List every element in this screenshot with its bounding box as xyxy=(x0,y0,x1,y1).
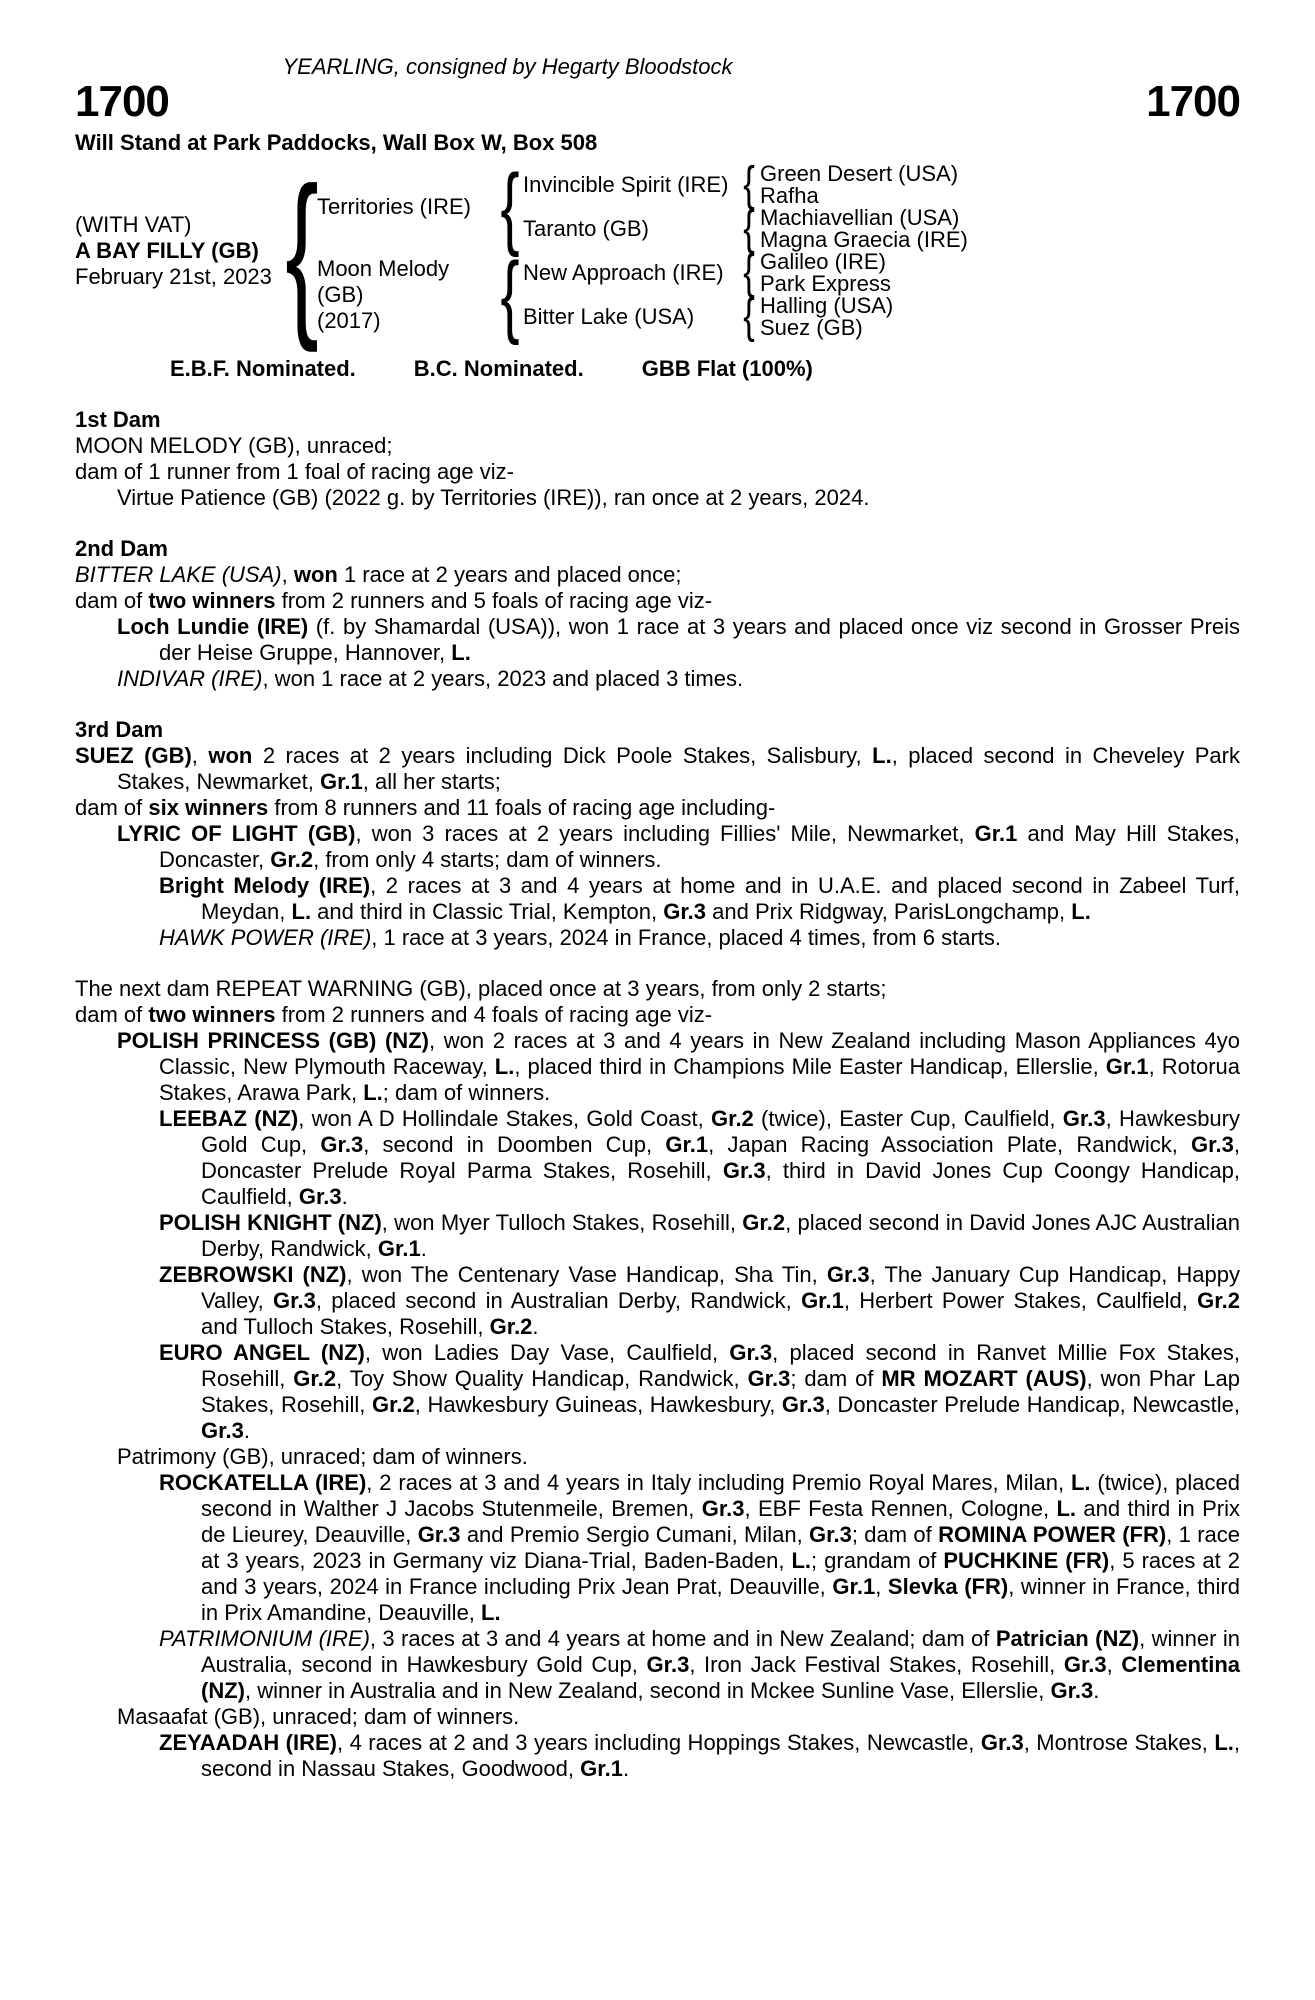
horse-entry: POLISH PRINCESS (GB) (NZ), won 2 races at 3 and 4 years in New Zealand including Mason Appliances 4yo Classic, New Plymouth Raceway, L., placed third in Champions Mile Easter Handicap, Ellerslie, Gr.1, Rotorua Stakes, Arawa Park, L.; dam of winners. xyxy=(117,1028,1240,1105)
sire-block xyxy=(317,156,968,258)
ggp-name: Park Express xyxy=(760,271,891,296)
lot-horse-name: A BAY FILLY (GB) xyxy=(75,238,259,263)
sire-name-cell xyxy=(317,194,497,220)
vat-note: (WITH VAT) xyxy=(75,212,192,237)
great-grandparents xyxy=(760,251,891,295)
dam-grandparents xyxy=(523,246,894,343)
horse-entry: Loch Lundie (IRE) (f. by Shamardal (USA)), won 1 race at 3 years and placed once viz second in Grosser Preis der Heise Gruppe, Hannover, L. xyxy=(117,614,1240,665)
gbb-nomination: GBB Flat (100%) xyxy=(641,356,813,381)
first-dam xyxy=(75,407,1240,511)
sire-brace: { xyxy=(500,156,520,258)
horse-entry: ZEYAADAH (IRE), 4 races at 2 and 3 years including Hoppings Stakes, Newcastle, Gr.3, Montrose Stakes, L., second in Nassau Stakes, Goodwood, Gr.1. xyxy=(159,1730,1240,1781)
horse-entry: Virtue Patience (GB) (2022 g. by Territories (IRE)), ran once at 2 years, 2024. xyxy=(117,485,870,510)
ggp-name: Magna Graecia (IRE) xyxy=(760,227,968,252)
horse-entry: Masaafat (GB), unraced; dam of winners. xyxy=(117,1704,520,1729)
further-family xyxy=(75,976,1240,1782)
dam-produce-summary: dam of six winners from 8 runners and 11 foals of racing age including- xyxy=(75,795,776,820)
sire-grandparents xyxy=(523,158,968,255)
lot-number-right: 1700 xyxy=(1146,77,1240,126)
ggp-name: Suez (GB) xyxy=(760,315,863,340)
horse-entry: INDIVAR (IRE), won 1 race at 2 years, 2023 and placed 3 times. xyxy=(117,666,744,691)
pedigree-parents xyxy=(317,156,968,346)
ggp-name: Rafha xyxy=(760,183,819,208)
great-grandparents xyxy=(760,163,958,207)
consignor-line: YEARLING, consigned by Hegarty Bloodstock xyxy=(282,54,733,79)
next-dam-entry: The next dam REPEAT WARNING (GB), placed once at 3 years, from only 2 starts; xyxy=(75,976,887,1001)
dam-extra: (2017) xyxy=(317,308,381,333)
pedigree-main-brace: { xyxy=(285,149,319,353)
grandsire-block xyxy=(523,158,968,211)
section-heading: 3rd Dam xyxy=(75,717,164,742)
horse-entry: HAWK POWER (IRE), 1 race at 3 years, 2024 in France, placed 4 times, from 6 starts. xyxy=(159,925,1001,950)
dam-entry: SUEZ (GB), won 2 races at 2 years including Dick Poole Stakes, Salisbury, L., placed second in Cheveley Park Stakes, Newmarket, Gr.1, all her starts; xyxy=(75,743,1240,794)
dam-produce-summary: dam of two winners from 2 runners and 5 foals of racing age viz- xyxy=(75,588,713,613)
stand-location: Will Stand at Park Paddocks, Wall Box W, Box 508 xyxy=(75,130,598,155)
grandsire-brace: { xyxy=(743,246,755,299)
horse-entry: LEEBAZ (NZ), won A D Hollindale Stakes, Gold Coast, Gr.2 (twice), Easter Cup, Caulfield, Gr.3, Hawkesbury Gold Cup, Gr.3, second in Doomben Cup, Gr.1, Japan Racing Association Plate, Randwick, Gr.3, Doncaster Prelude Royal Parma Stakes, Rosehill, Gr.3, third in David Jones Cup Coongy Handicap, Caulfield, Gr.3. xyxy=(159,1106,1240,1209)
dam-block xyxy=(317,244,968,346)
third-dam xyxy=(75,717,1240,951)
lot-row xyxy=(75,77,1240,126)
horse-entry: Bright Melody (IRE), 2 races at 3 and 4 years at home and in U.A.E. and placed second in Zabeel Turf, Meydan, L. and third in Classic Trial, Kempton, Gr.3 and Prix Ridgway, ParisLongchamp, L. xyxy=(159,873,1240,924)
great-grandparents xyxy=(760,295,893,339)
horse-entry: POLISH KNIGHT (NZ), won Myer Tulloch Stakes, Rosehill, Gr.2, placed second in David Jones AJC Australian Derby, Randwick, Gr.1. xyxy=(159,1210,1240,1261)
section-heading: 2nd Dam xyxy=(75,536,168,561)
horse-entry: EURO ANGEL (NZ), won Ladies Day Vase, Caulfield, Gr.3, placed second in Ranvet Millie Fox Stakes, Rosehill, Gr.2, Toy Show Quality Handicap, Randwick, Gr.3; dam of MR MOZART (AUS), won Phar Lap Stakes, Rosehill, Gr.2, Hawkesbury Guineas, Hawkesbury, Gr.3, Doncaster Prelude Handicap, Newcastle, Gr.3. xyxy=(159,1340,1240,1443)
ebf-nomination: E.B.F. Nominated. xyxy=(170,356,356,381)
granddam-block xyxy=(523,290,894,343)
lot-info xyxy=(75,212,287,290)
dam-brace: { xyxy=(500,244,520,346)
nominations-row xyxy=(170,356,1240,382)
horse-entry: ROCKATELLA (IRE), 2 races at 3 and 4 years in Italy including Premio Royal Mares, Milan, L. (twice), placed second in Walther J Jacobs Stutenmeile, Bremen, Gr.3, EBF Festa Rennen, Cologne, L. and third in Prix de Lieurey, Deauville, Gr.3 and Premio Sergio Cumani, Milan, Gr.3; dam of ROMINA POWER (FR), 1 race at 3 years, 2023 in Germany viz Diana-Trial, Baden-Baden, L.; grandam of PUCHKINE (FR), 5 races at 2 and 3 years, 2024 in France including Prix Jean Prat, Deauville, Gr.1, Slevka (FR), winner in France, third in Prix Amandine, Deauville, L. xyxy=(159,1470,1241,1625)
grandsire-name: Invincible Spirit (IRE) xyxy=(523,172,729,197)
great-grandparents xyxy=(760,207,968,251)
ggp-name: Halling (USA) xyxy=(760,293,894,318)
sire-name: Territories (IRE) xyxy=(317,194,472,219)
dam-produce-summary: dam of two winners from 2 runners and 4 foals of racing age viz- xyxy=(75,1002,713,1027)
granddam-name: Taranto (GB) xyxy=(523,216,649,241)
dam-entry: BITTER LAKE (USA), won 1 race at 2 years and placed once; xyxy=(75,562,682,587)
dam-name: Moon Melody (GB) xyxy=(317,256,450,307)
section-heading: 1st Dam xyxy=(75,407,161,432)
horse-entry: PATRIMONIUM (IRE), 3 races at 3 and 4 years at home and in New Zealand; dam of Patrician (NZ), winner in Australia, second in Hawkesbury Gold Cup, Gr.3, Iron Jack Festival Stakes, Rosehill, Gr.3, Clementina (NZ), winner in Australia and in New Zealand, second in Mckee Sunline Vase, Ellerslie, Gr.3. xyxy=(159,1626,1240,1703)
granddam-brace: { xyxy=(743,290,755,343)
ggp-name: Green Desert (USA) xyxy=(760,161,959,186)
horse-entry: ZEBROWSKI (NZ), won The Centenary Vase Handicap, Sha Tin, Gr.3, The January Cup Handicap, Happy Valley, Gr.3, placed second in Australian Derby, Randwick, Gr.1, Herbert Power Stakes, Caulfield, Gr.2 and Tulloch Stakes, Rosehill, Gr.2. xyxy=(159,1262,1240,1339)
horse-entry: LYRIC OF LIGHT (GB), won 3 races at 2 years including Fillies' Mile, Newmarket, Gr.1 and May Hill Stakes, Doncaster, Gr.2, from only 4 starts; dam of winners. xyxy=(117,821,1240,872)
foaling-date: February 21st, 2023 xyxy=(75,264,272,289)
pedigree-text xyxy=(75,407,1240,1782)
bc-nomination: B.C. Nominated. xyxy=(413,356,584,381)
grandsire-name: New Approach (IRE) xyxy=(523,260,724,285)
horse-entry: Patrimony (GB), unraced; dam of winners. xyxy=(117,1444,528,1469)
granddam-name: Bitter Lake (USA) xyxy=(523,304,695,329)
grandsire-block xyxy=(523,246,893,299)
dam-name-cell xyxy=(317,256,497,334)
grandsire-brace: { xyxy=(743,158,755,211)
granddam-brace: { xyxy=(743,202,755,255)
ggp-name: Machiavellian (USA) xyxy=(760,205,960,230)
lot-number-left: 1700 xyxy=(75,77,169,126)
dam-produce-summary: dam of 1 runner from 1 foal of racing age viz- xyxy=(75,459,514,484)
granddam-block xyxy=(523,202,968,255)
pedigree-table xyxy=(75,149,1240,353)
second-dam xyxy=(75,536,1240,692)
ggp-name: Galileo (IRE) xyxy=(760,249,886,274)
dam-entry: MOON MELODY (GB), unraced; xyxy=(75,433,393,458)
